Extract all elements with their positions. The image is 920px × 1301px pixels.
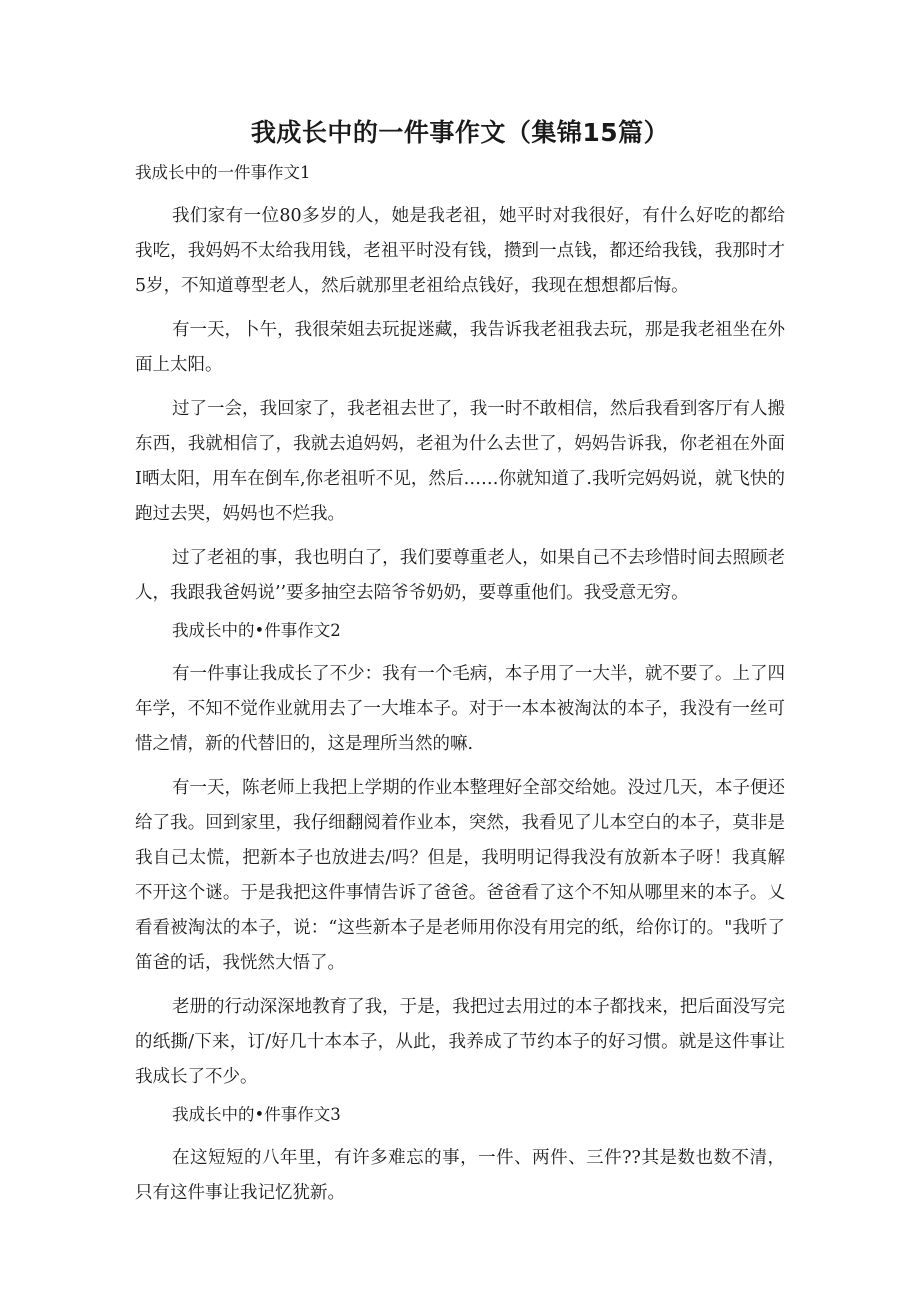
paragraph: 有一天，陈老师上我把上学期的作业本整理好全部交给她。没过几天，本子便还给了我。回到家里，我仔细翻阅着作业本，突然，我看见了儿本空白的本子，莫非是我自己太慌，把新本子也放进去/吗？但是，我明明记得我没有放新本子呀！我真解不开这个谜。于是我把这件事情告诉了爸爸。爸爸看了这个不知从哪里来的本子。乂看看被淘汰的本子，说：“这些新本子是老师用你没有用完的纸，给你订的。"我听了笛爸的话，我恍然大悟了。	[135, 778, 785, 973]
paragraph: 过了老祖的事，我也明白了，我们要尊重老人，如果自己不去珍惜时间去照顾老人，我跟我爸妈说’’要多抽空去陪爷爷奶奶，要尊重他们。我受意无穷。	[135, 548, 785, 603]
paragraph: 老册的行动深深地教育了我，于是，我把过去用过的本子都找来，把后面没写完的纸撕/下来，订/好几十本本子，从此，我养成了节约本子的好习惯。就是这件事让我成长了不少。	[135, 997, 785, 1087]
document-body	[135, 162, 785, 1220]
document-title: 我成长中的一件事作文（集锦15篇）	[250, 118, 670, 147]
paragraph: 我们家有一位80多岁的人，她是我老祖，她平时对我很好，有什么好吃的都给我吃，我妈妈不太给我用钱，老祖平时没有钱，攒到一点钱，都还给我钱，我那时才5岁，不知道尊型老人，然后就那里老祖给点钱好，我现在想想都后悔。	[135, 206, 785, 296]
section-heading-2: 我成长中的•件事作文2	[172, 621, 341, 640]
section-heading-1: 我成长中的一件事作文1	[135, 163, 311, 182]
paragraph: 在这短短的八年里，有许多难忘的事，一件、两件、三件??其是数也数不清，只有这件事让我记忆犹新。	[135, 1148, 785, 1203]
paragraph: 有一天，卜午，我很荣姐去玩捉迷藏，我告诉我老祖我去玩，那是我老祖坐在外面上太阳。	[135, 320, 785, 375]
paragraph: 有一件事让我成长了不少：我有一个毛病，本子用了一大半，就不要了。上了四年学，不知不觉作业就用去了一大堆本子。对于一本本被淘汰的本子，我没有一丝可惜之情，新的代替旧的，这是理所当然的嘛.	[135, 664, 785, 754]
paragraph: 过了一会，我回家了，我老祖去世了，我一时不敢相信，然后我看到客厅有人搬东西，我就相信了，我就去追妈妈，老祖为什么去世了，妈妈告诉我，你老祖在外面I晒太阳，用车在倒车,你老祖听不见，然后……你就知道了.我听完妈妈说，就飞快的跑过去哭，妈妈也不烂我。	[135, 399, 785, 524]
section-heading-3: 我成长中的•件事作文3	[172, 1105, 341, 1124]
